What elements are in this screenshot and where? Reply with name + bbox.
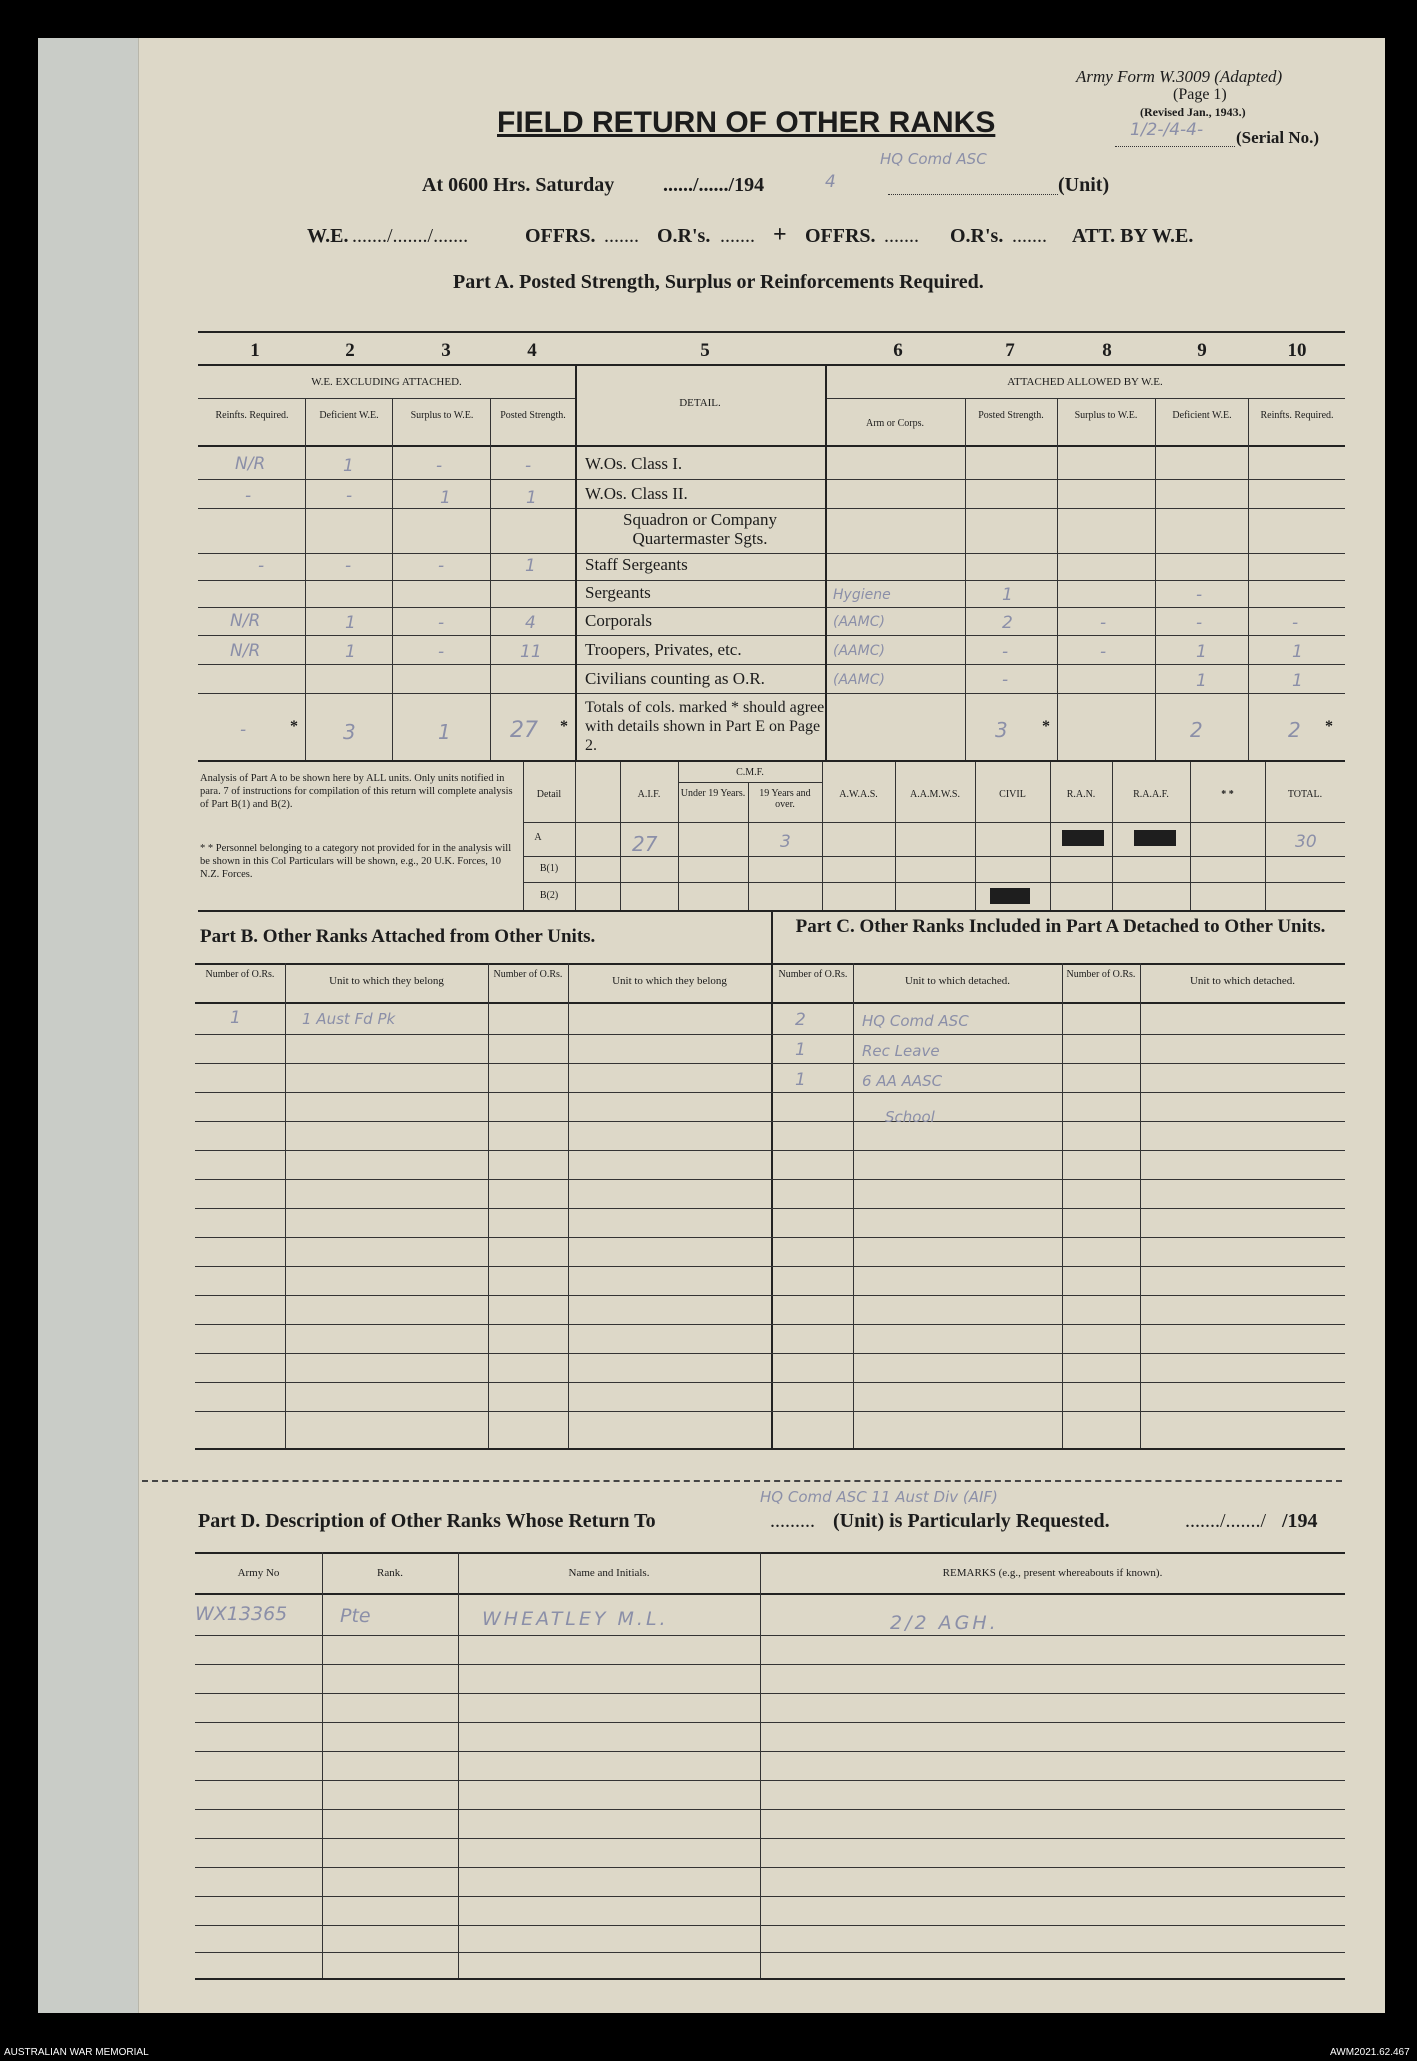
col-number-2: 2 (345, 340, 355, 361)
group-left-header: W.E. EXCLUDING ATTACHED. (311, 376, 462, 388)
pte-reinfts: N/R (230, 641, 261, 661)
row-label-cqms: Squadron or Company Quartermaster Sgts. (623, 510, 777, 548)
civ-arm: (AAMC) (833, 672, 885, 688)
cpl-deficient-att: - (1196, 613, 1203, 633)
part-c-h2: Unit to which detached. (904, 975, 1011, 987)
part-d-rank: Pte (340, 1605, 371, 1627)
footer-left: AUSTRALIAN WAR MEMORIAL (4, 2047, 149, 2058)
form-ref-line2: (Page 1) (1173, 86, 1227, 103)
sgt-deficient-att: - (1196, 585, 1203, 605)
row-label-privates: Troopers, Privates, etc. (585, 640, 742, 659)
cpl-reinfts-att: - (1292, 613, 1299, 633)
ors2-label: O.R's. (950, 225, 1004, 247)
analysis-aif-header: A.I.F. (637, 789, 661, 800)
analysis-note-1: Analysis of Part A to be shown here by ALL units. Only units notified in para. 7 of instructions for compilation of this return will complete analysis of Part B(1) and B(2). (200, 773, 513, 810)
year-handwriting: 4 (825, 172, 836, 192)
wo1-deficient: 1 (343, 456, 354, 476)
part-d-h3: Name and Initials. (568, 1567, 650, 1579)
page-title: FIELD RETURN OF OTHER RANKS (497, 106, 996, 139)
part-c-entry-2-num: 1 (795, 1040, 806, 1060)
pte-posted-att: - (1002, 642, 1009, 662)
tot-deficient-att: 2 (1190, 718, 1203, 742)
part-c-title: Part C. Other Ranks Included in Part A Detached to Other Units. (795, 916, 1326, 937)
part-c-h4: Unit to which detached. (1189, 975, 1296, 987)
sgt-posted-att: 1 (1002, 585, 1013, 605)
binding-strip (38, 38, 139, 2013)
col-number-4: 4 (527, 340, 537, 361)
header-posted-left: Posted Strength. (500, 410, 566, 421)
header-surplus-left: Surplus to W.E. (410, 410, 474, 421)
ors1-label: O.R's. (657, 225, 711, 247)
analysis-a-over19: 3 (780, 832, 791, 852)
cpl-surplus-att: - (1100, 613, 1107, 633)
offrs1-label: OFFRS. (525, 225, 596, 247)
col-number-1: 1 (250, 340, 260, 361)
part-d-unit-handwriting: HQ Comd ASC 11 Aust Div (AIF) (760, 1488, 998, 1506)
serial-handwriting: 1/2-/4-4- (1130, 120, 1204, 140)
ssgt-surplus: - (438, 556, 445, 576)
part-c-h1: Number of O.Rs. (778, 969, 848, 980)
part-d-remarks: 2/2 AGH. (890, 1612, 999, 1634)
analysis-total-header: TOTAL. (1287, 789, 1323, 800)
col-number-10: 10 (1287, 340, 1307, 361)
row-label-wo2: W.Os. Class II. (585, 484, 688, 503)
analysis-row-a: A (534, 832, 542, 843)
pte-reinfts-att: 1 (1292, 642, 1303, 662)
pte-arm: (AAMC) (833, 643, 885, 659)
analysis-ran-header: R.A.N. (1066, 789, 1096, 800)
analysis-under19-header: Under 19 Years. (680, 788, 746, 799)
part-d-h1: Army No (237, 1567, 280, 1579)
att-label: ATT. BY W.E. (1072, 225, 1194, 247)
part-b-h1: Number of O.Rs. (205, 969, 275, 980)
header-reinfts-right: Reinfts. Required. (1260, 410, 1334, 421)
part-b-entry-unit: 1 Aust Fd Pk (302, 1010, 396, 1028)
we-label: W.E. (307, 225, 349, 247)
sgt-arm: Hygiene (833, 587, 891, 603)
row-label-wo1: W.Os. Class I. (585, 454, 683, 473)
redacted-civil (990, 888, 1030, 904)
pte-surplus-att: - (1100, 642, 1107, 662)
part-c-entry-4-unit: School (885, 1108, 935, 1126)
part-c-entry-2-unit: Rec Leave (862, 1042, 940, 1060)
row-label-totals: Totals of cols. marked * should agree with details shown in Part E on Page 2. (585, 699, 825, 754)
analysis-raaf-header: R.A.A.F. (1133, 789, 1169, 800)
tot-deficient: 3 (343, 720, 356, 744)
part-b-title: Part B. Other Ranks Attached from Other Units. (200, 926, 596, 947)
form-ref-line3: (Revised Jan., 1943.) (1140, 105, 1246, 119)
ssgt-posted: 1 (525, 556, 536, 576)
wo2-reinfts: - (245, 486, 252, 506)
form-ref-line1: Army Form W.3009 (Adapted) (1076, 67, 1283, 86)
header-deficient-right: Deficient W.E. (1172, 410, 1232, 421)
wo1-posted: - (525, 456, 532, 476)
analysis-row-b1: B(1) (539, 863, 559, 874)
part-d-h4: REMARKS (e.g., present whereabouts if known). (942, 1567, 1163, 1579)
row-label-civilians: Civilians counting as O.R. (585, 669, 765, 688)
cpl-posted-att: 2 (1002, 613, 1013, 633)
redacted-raaf (1134, 830, 1176, 846)
col-number-6: 6 (893, 340, 903, 361)
col-number-5: 5 (700, 340, 710, 361)
tot-reinfts-att: 2 (1288, 718, 1301, 742)
header-arm-corps: Arm or Corps. (865, 418, 925, 429)
row-label-staff-sgts: Staff Sergeants (585, 555, 688, 574)
analysis-aamws-header: A.A.M.W.S. (910, 789, 960, 800)
civ-deficient-att: 1 (1196, 671, 1207, 691)
cpl-surplus: - (438, 613, 445, 633)
part-d-title-a: Part D. Description of Other Ranks Whose Return To (198, 1510, 656, 1532)
serial-label: (Serial No.) (1236, 128, 1320, 147)
part-c-entry-3-unit: 6 AA AASC (862, 1072, 943, 1090)
civ-posted-att: - (1002, 670, 1009, 690)
cpl-arm: (AAMC) (833, 614, 885, 630)
part-c-entry-1-unit: HQ Comd ASC (862, 1012, 969, 1030)
tot-surplus: 1 (438, 720, 451, 744)
part-d-title-b: (Unit) is Particularly Requested. (833, 1510, 1110, 1532)
col-number-3: 3 (441, 340, 451, 361)
plus-sign: + (773, 222, 787, 248)
header-reinfts-left: Reinfts. Required. (215, 410, 289, 421)
part-d-h2: Rank. (377, 1567, 403, 1579)
header-posted-right: Posted Strength. (978, 410, 1044, 421)
analysis-row-b2: B(2) (539, 890, 559, 901)
unit-handwriting: HQ Comd ASC (880, 150, 987, 168)
part-b-h4: Unit to which they belong (612, 975, 727, 987)
analysis-civil-header: CIVIL (999, 789, 1026, 800)
part-d-name: WHEATLEY M.L. (482, 1608, 669, 1630)
footer-right: AWM2021.62.467 (1330, 2047, 1410, 2058)
pte-posted: 11 (520, 642, 542, 662)
part-b-entry-num: 1 (230, 1008, 241, 1028)
part-c-h3: Number of O.Rs. (1066, 969, 1136, 980)
analysis-note-2: * * Personnel belonging to a category not provided for in the analysis will be shown in this Col Particulars will be shown, e.g., 20 U.K. Forces, 10 N.Z. Forces. (200, 843, 512, 880)
dashed-separator (142, 1480, 1342, 1482)
part-d-year: /194 (1282, 1510, 1318, 1532)
unit-label: (Unit) (1058, 174, 1110, 196)
col-number-7: 7 (1005, 340, 1015, 361)
row-label-corporals: Corporals (585, 611, 653, 630)
analysis-a-aif: 27 (632, 832, 658, 856)
part-c-entry-1-num: 2 (795, 1010, 806, 1030)
wo2-surplus: 1 (440, 488, 451, 508)
analysis-awas-header: A.W.A.S. (839, 789, 878, 800)
analysis-other-header: * * (1221, 789, 1234, 800)
part-b-h2: Unit to which they belong (329, 975, 444, 987)
part-c-entry-3-num: 1 (795, 1070, 806, 1090)
row-label-sergeants: Sergeants (585, 583, 651, 602)
pte-deficient: 1 (345, 642, 356, 662)
redacted-ran (1062, 830, 1104, 846)
analysis-cmf-header: C.M.F. (736, 767, 764, 778)
col-number-9: 9 (1197, 340, 1207, 361)
header-surplus-right: Surplus to W.E. (1074, 410, 1138, 421)
cpl-reinfts: N/R (230, 611, 261, 631)
tot-posted: 27 (510, 718, 538, 743)
col-number-8: 8 (1102, 340, 1112, 361)
part-a-title: Part A. Posted Strength, Surplus or Reinforcements Required. (453, 271, 984, 293)
tot-reinfts: - (240, 720, 247, 740)
ssgt-reinfts: - (258, 556, 265, 576)
part-b-h3: Number of O.Rs. (493, 969, 563, 980)
offrs2-label: OFFRS. (805, 225, 876, 247)
part-d-army-no: WX13365 (195, 1603, 288, 1625)
pte-surplus: - (438, 642, 445, 662)
analysis-over19-header: 19 Years and over. (759, 788, 811, 810)
header-deficient-left: Deficient W.E. (319, 410, 379, 421)
tot-posted-att: 3 (995, 718, 1008, 742)
time-prefix: At 0600 Hrs. Saturday (422, 174, 615, 196)
ssgt-deficient: - (345, 556, 352, 576)
pte-deficient-att: 1 (1196, 642, 1207, 662)
analysis-a-total: 30 (1295, 832, 1317, 852)
wo2-deficient: - (346, 486, 353, 506)
wo2-posted: 1 (526, 488, 537, 508)
wo1-reinfts: N/R (235, 454, 266, 474)
group-right-header: ATTACHED ALLOWED BY W.E. (1007, 376, 1163, 388)
detail-header: DETAIL. (679, 397, 721, 409)
cpl-deficient: 1 (345, 613, 356, 633)
cpl-posted: 4 (525, 613, 536, 633)
analysis-detail-header: Detail (536, 789, 562, 800)
date-dots: ....../....../194 (663, 174, 765, 196)
wo1-surplus: - (436, 456, 443, 476)
civ-reinfts-att: 1 (1292, 671, 1303, 691)
